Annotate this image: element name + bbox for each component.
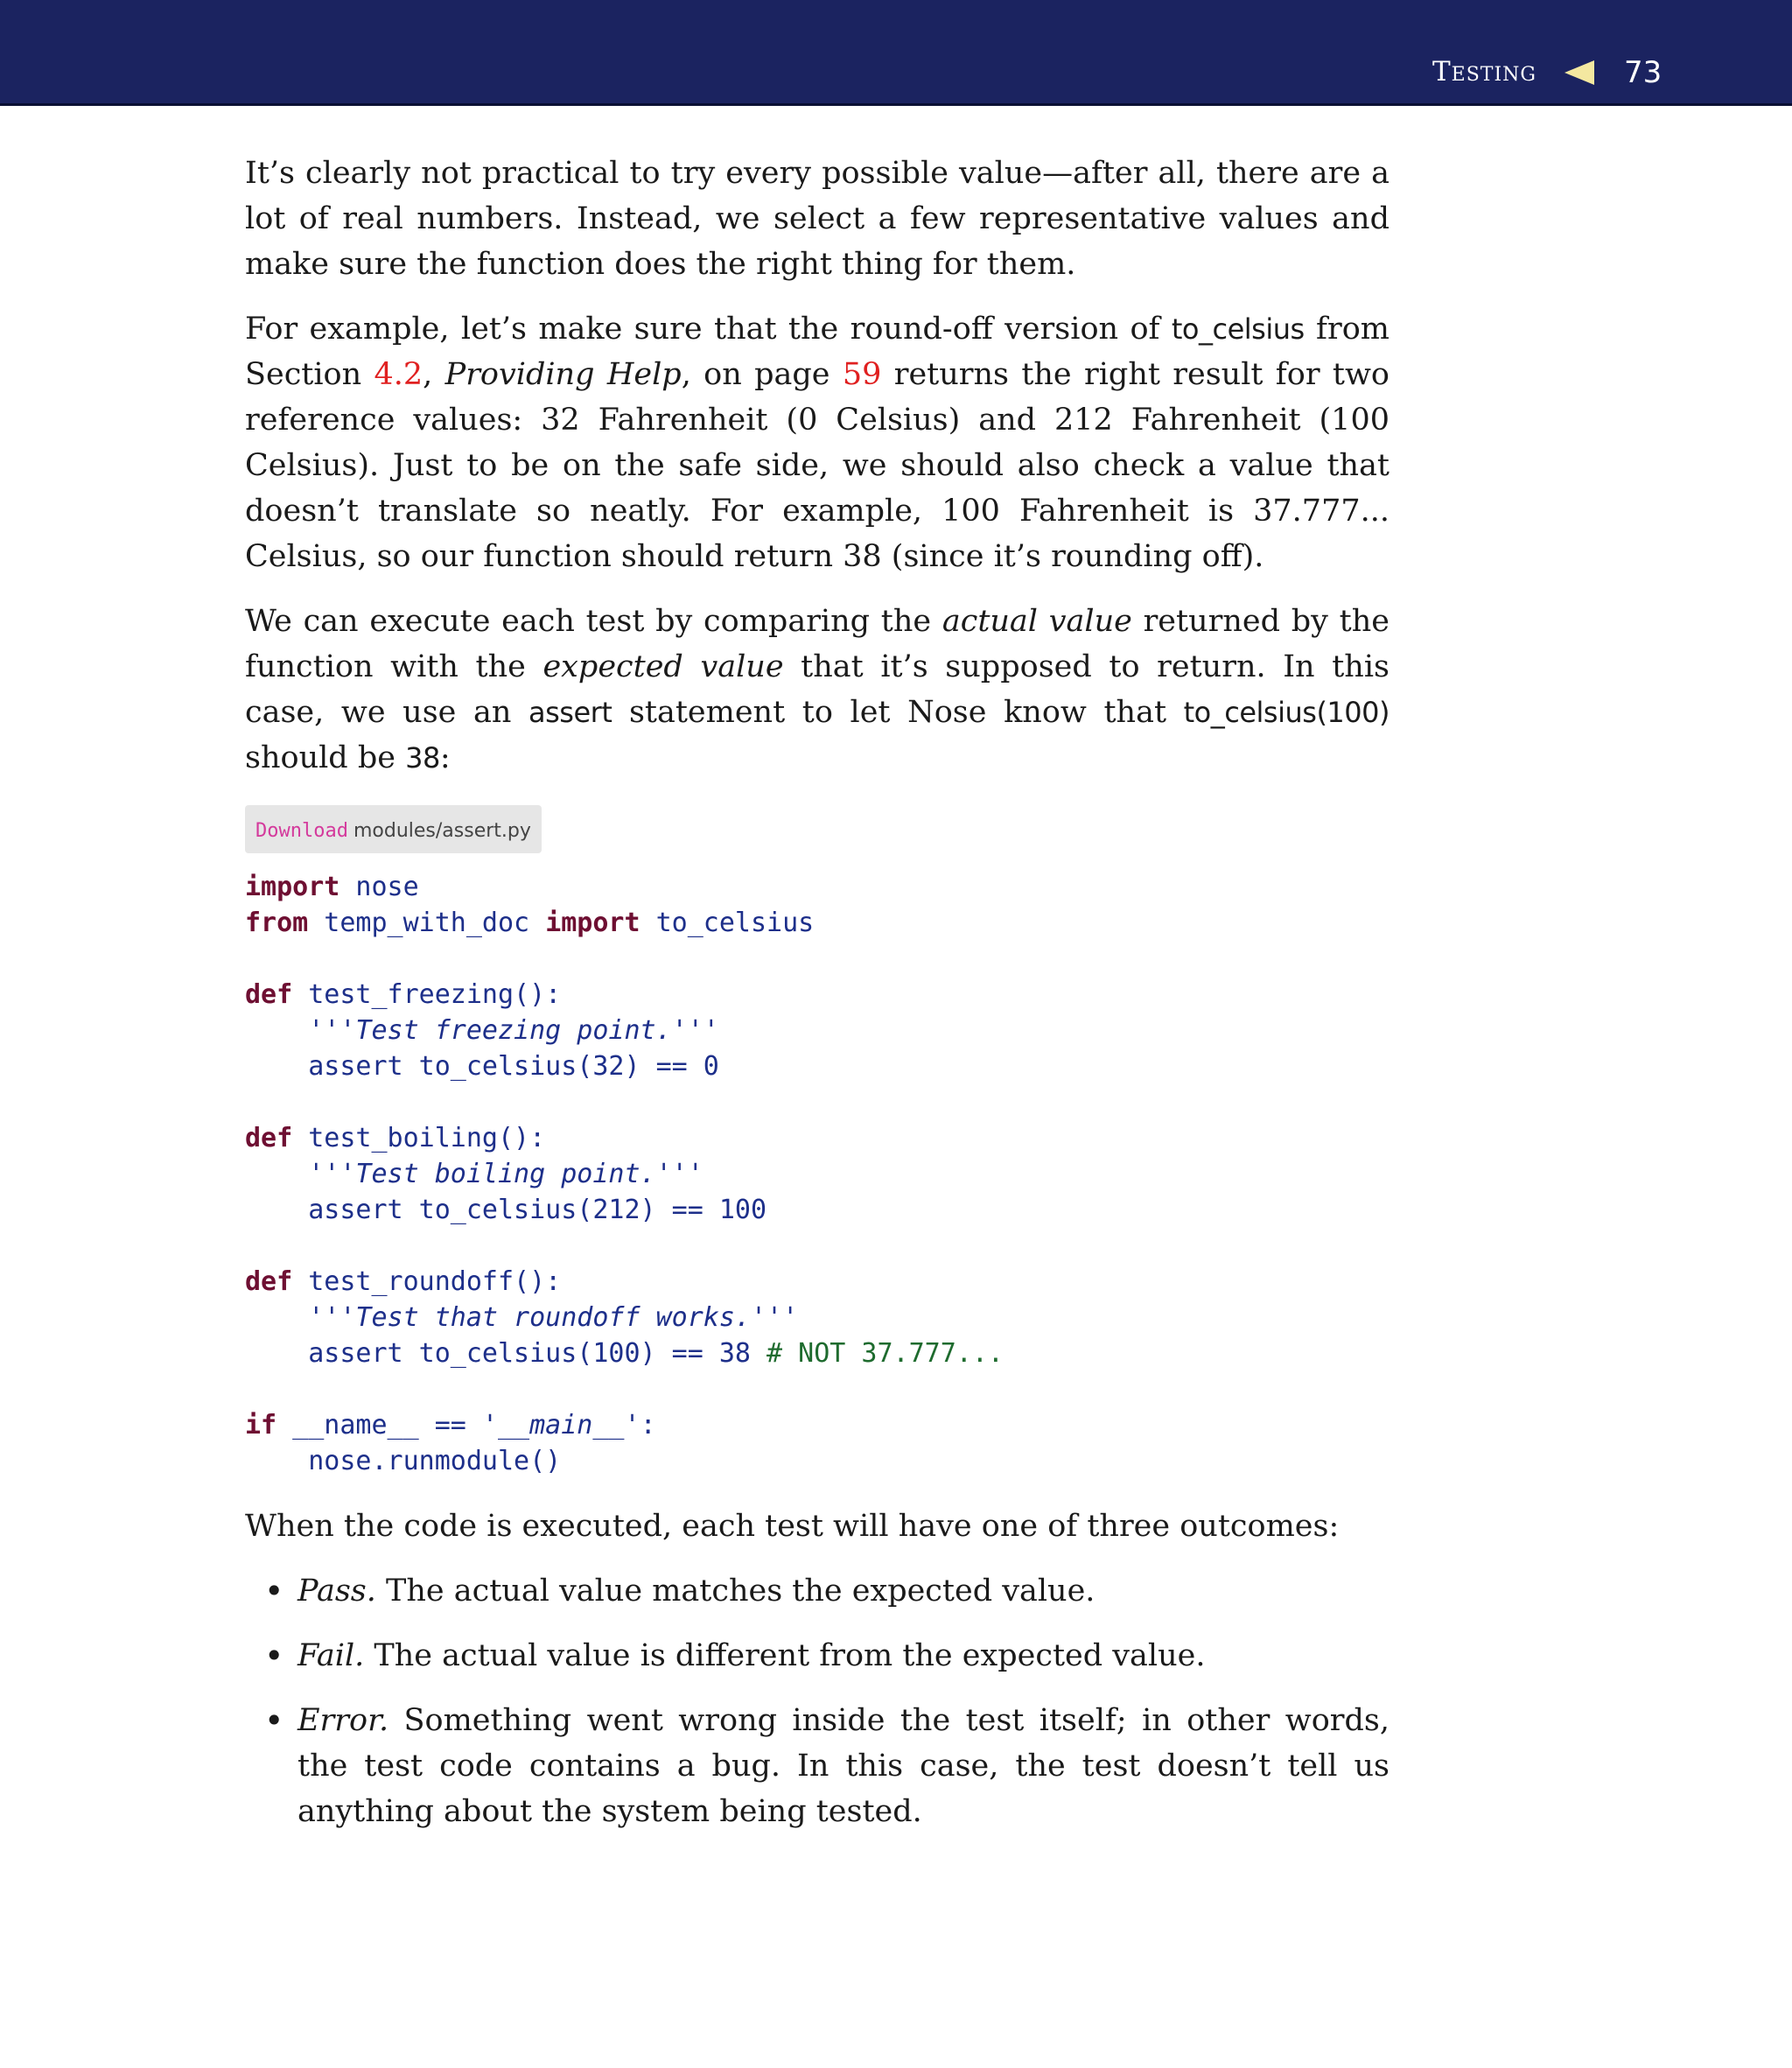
paragraph-2: For example, let’s make sure that the round-off version of to_celsius from Section 4.2, Providing Help, on page 59 returns the right result for two reference values: 32 Fahrenheit (0 Celsius) and 212 Fahrenheit (100 Celsius). Just to be on the safe side, we should also check a value that doesn’t translate so neatly. For example, 100 Fahrenheit is 37.777... Celsius, so our function should return 38 (since it’s rounding off). (245, 312, 1390, 574)
paragraph-1: It’s clearly not practical to try every possible value—after all, there are a lot of real numbers. Instead, we select a few representative values and make sure the function does the right thing for them. (245, 156, 1390, 282)
emphasis-expected-value: expected value (542, 649, 784, 684)
paragraph-3: We can execute each test by comparing the actual value returned by the function with the expected value that it’s supposed to return. In this case, we use an assert statement to let Nose know that to_celsius(100) should be 38: (245, 604, 1390, 775)
emphasis-actual-value: actual value (942, 604, 1132, 639)
inline-code: 38 (405, 741, 440, 775)
page-link[interactable]: 59 (842, 357, 882, 392)
download-link[interactable]: Download (256, 820, 348, 842)
paragraph-4: When the code is executed, each test will have one of three outcomes: (245, 1509, 1340, 1544)
page-body (245, 151, 1390, 1854)
list-item-error: • Error. Something went wrong inside the test itself; in other words, the test code contains a bug. In this case, the test doesn’t tell us anything about the system being tested. (298, 1698, 1390, 1834)
inline-code: to_celsius (1171, 312, 1305, 346)
list-item-pass: • Pass. The actual value matches the expected value. (298, 1568, 1390, 1614)
section-title: Providing Help (444, 357, 682, 392)
download-path: modules/assert.py (353, 820, 531, 842)
download-box (245, 805, 542, 853)
back-arrow-icon (1564, 60, 1594, 85)
page-header-bar (0, 0, 1792, 106)
inline-code: to_celsius(100) (1183, 696, 1390, 729)
code-listing: import nose from temp_with_doc import to_celsius def test_freezing(): '''Test freezing point.''' assert to_celsius(32) == 0 def test_boiling(): '''Test boiling point.''' assert to_celsius(212) == 100 def test_roundoff(): '''Test that roundoff works.''' assert to_celsius(100) == 38 # NOT 37.777... if __name__ == '__main__': nose.runmodule() (245, 872, 1004, 1476)
list-item-fail: • Fail. The actual value is different from the expected value. (298, 1633, 1390, 1679)
chapter-title: Testing (1432, 56, 1536, 88)
inline-code: assert (528, 696, 612, 729)
outcomes-list (245, 1568, 1390, 1834)
page-number: 73 (1624, 55, 1662, 90)
section-link[interactable]: 4.2 (374, 357, 424, 392)
